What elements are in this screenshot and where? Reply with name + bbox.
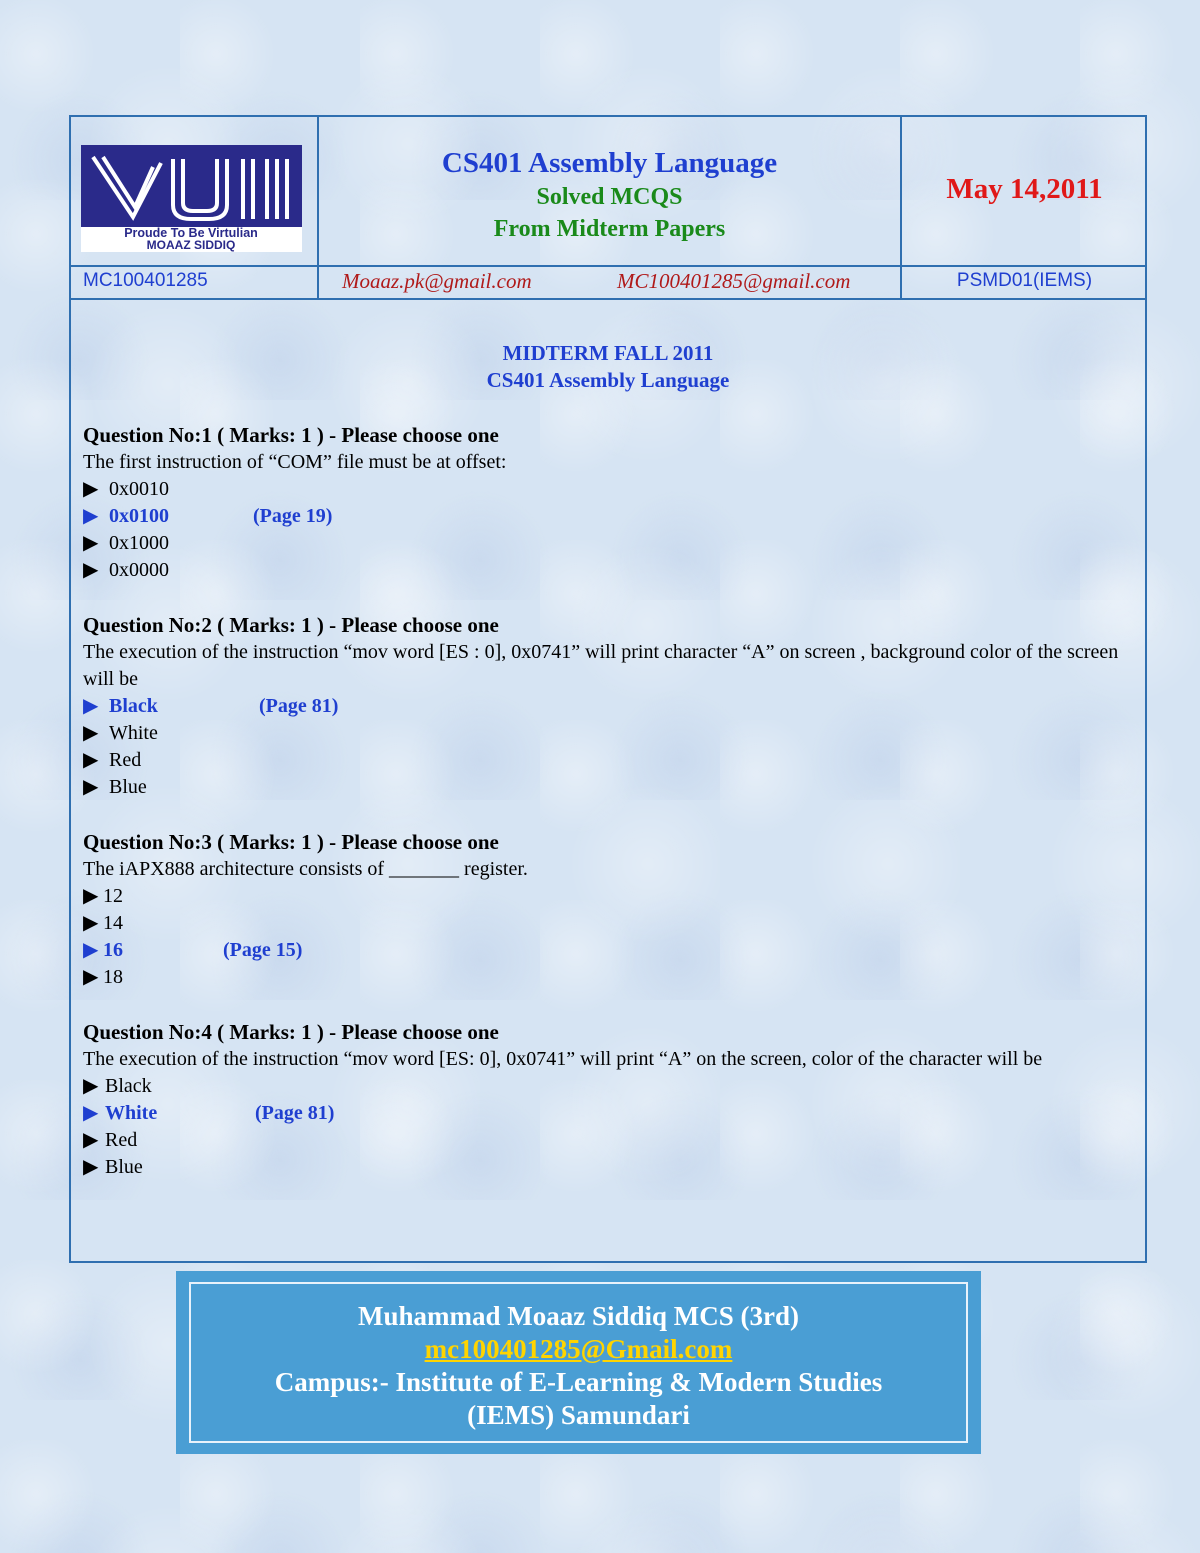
question-title: Question No:4 ( Marks: 1 ) - Please choose one <box>83 1020 499 1044</box>
exam-content <box>83 300 1133 1181</box>
exam-heading <box>83 340 1133 394</box>
page-reference: (Page 81) <box>259 695 339 717</box>
student-id: MC100401285 <box>83 270 208 291</box>
option-label: Black <box>109 695 158 717</box>
option <box>83 476 1133 503</box>
question-text: The execution of the instruction “mov word [ES: 0], 0x0741” will print “A” on the screen, color of the character will be <box>83 1048 1043 1070</box>
question-title: Question No:2 ( Marks: 1 ) - Please choose one <box>83 613 499 637</box>
logo-author: MOAAZ SIDDIQ <box>146 238 236 252</box>
author-name: Muhammad Moaaz Siddiq MCS (3rd) <box>357 1301 800 1331</box>
document-date: May 14,2011 <box>946 173 1103 205</box>
page-reference: (Page 15) <box>223 939 303 961</box>
document-title: CS401 Assembly Language <box>441 147 778 179</box>
option-label: 12 <box>103 885 123 907</box>
campus-line-1: Campus:- Institute of E-Learning & Modern Studies <box>274 1367 883 1397</box>
header-table <box>69 115 1147 1263</box>
exam-heading-term: MIDTERM FALL 2011 <box>502 341 714 365</box>
campus-line-2: (IEMS) Samundari <box>467 1400 690 1430</box>
vu-logo-graphic <box>81 145 302 252</box>
page-reference: (Page 19) <box>253 505 333 527</box>
option-label: Blue <box>109 776 147 798</box>
arrow-icon: ▶ <box>83 478 99 500</box>
option-label: 0x0000 <box>109 559 169 581</box>
arrow-icon: ▶ <box>83 1102 99 1124</box>
question-3 <box>83 829 1133 991</box>
option-label: 0x0010 <box>109 478 169 500</box>
option-label: 16 <box>103 939 123 961</box>
arrow-icon: ▶ <box>83 722 99 744</box>
logo-tagline: Proude To Be Virtulian <box>124 226 258 240</box>
option-label: White <box>105 1102 158 1124</box>
arrow-icon: ▶ <box>83 1075 99 1097</box>
question-title: Question No:3 ( Marks: 1 ) - Please choose one <box>83 830 499 854</box>
arrow-icon: ▶ <box>83 939 99 961</box>
option <box>83 883 1133 910</box>
option-correct <box>83 693 1133 720</box>
arrow-icon: ▶ <box>83 776 99 798</box>
arrow-icon: ▶ <box>83 912 99 934</box>
option <box>83 720 1133 747</box>
option-correct <box>83 503 1133 530</box>
option <box>83 1154 1133 1181</box>
arrow-icon: ▶ <box>83 966 99 988</box>
option <box>83 910 1133 937</box>
document-subtitle: Solved MCQS <box>536 184 683 210</box>
option-label: 14 <box>103 912 123 934</box>
option-label: Red <box>109 749 142 771</box>
option-correct <box>83 937 1133 964</box>
email-link-1[interactable]: Moaaz.pk@gmail.com <box>342 269 532 293</box>
question-text: The execution of the instruction “mov word [ES : 0], 0x0741” will print character “A” on screen , background color of the screen will be <box>83 641 1119 690</box>
email-link-2[interactable]: MC100401285@gmail.com <box>617 269 851 293</box>
option <box>83 1073 1133 1100</box>
vu-logo <box>81 145 302 252</box>
option <box>83 530 1133 557</box>
page-reference: (Page 81) <box>255 1102 335 1124</box>
document-subtitle-2: From Midterm Papers <box>493 216 726 242</box>
option-label: 18 <box>103 966 123 988</box>
option <box>83 774 1133 801</box>
option-label: Blue <box>105 1156 143 1178</box>
question-text: The iAPX888 architecture consists of _______ register. <box>83 858 528 880</box>
campus-code: PSMD01(IEMS) <box>956 270 1093 291</box>
option-label: Red <box>105 1129 138 1151</box>
question-2 <box>83 612 1133 801</box>
footer-box <box>189 1282 968 1443</box>
option-label: Black <box>105 1075 152 1097</box>
option-label: 0x0100 <box>109 505 169 527</box>
option <box>83 1127 1133 1154</box>
title-block <box>319 117 900 265</box>
option <box>83 747 1133 774</box>
option-label: White <box>109 722 158 744</box>
arrow-icon: ▶ <box>83 559 99 581</box>
arrow-icon: ▶ <box>83 505 99 527</box>
option <box>83 557 1133 584</box>
exam-heading-course: CS401 Assembly Language <box>486 368 730 392</box>
author-footer <box>176 1271 981 1454</box>
question-title: Question No:1 ( Marks: 1 ) - Please choose one <box>83 423 499 447</box>
arrow-icon: ▶ <box>83 885 99 907</box>
question-text: The first instruction of “COM” file must be at offset: <box>83 451 507 473</box>
option-correct <box>83 1100 1133 1127</box>
arrow-icon: ▶ <box>83 532 99 554</box>
arrow-icon: ▶ <box>83 695 99 717</box>
option-label: 0x1000 <box>109 532 169 554</box>
footer-email-link[interactable]: mc100401285@Gmail.com <box>424 1334 733 1364</box>
arrow-icon: ▶ <box>83 1156 99 1178</box>
question-4 <box>83 1019 1133 1181</box>
arrow-icon: ▶ <box>83 749 99 771</box>
question-1 <box>83 422 1133 584</box>
option <box>83 964 1133 991</box>
arrow-icon: ▶ <box>83 1129 99 1151</box>
